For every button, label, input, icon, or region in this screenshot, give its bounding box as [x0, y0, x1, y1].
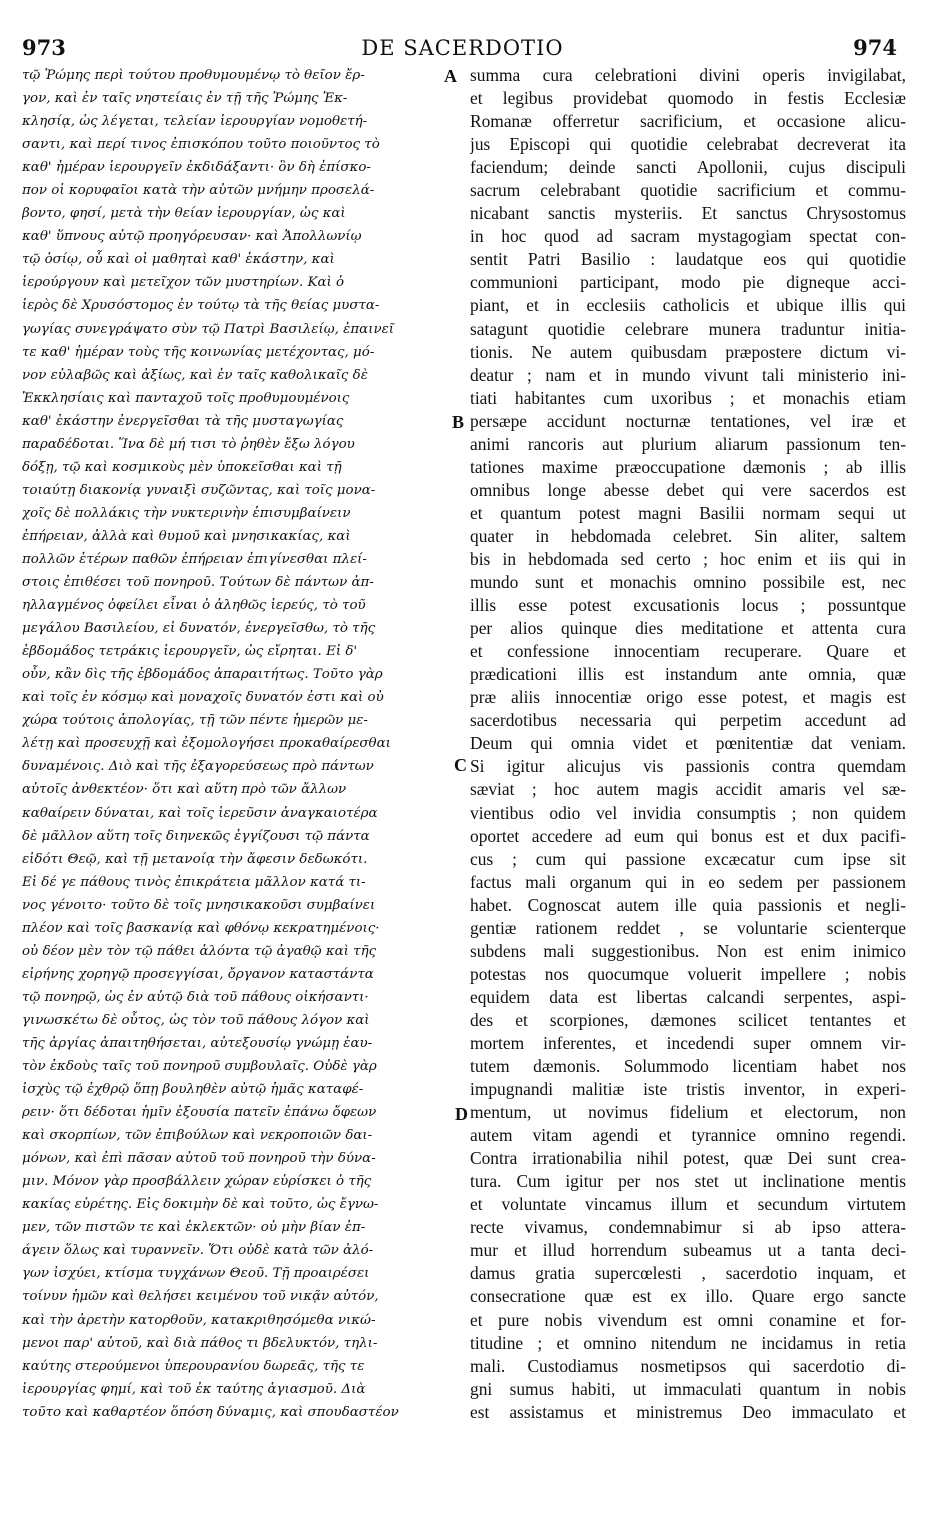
text-line: καὶ σκορπίων, τῶν ἐπιβούλων καὶ νεκροποιῶν δαι-: [22, 1128, 373, 1144]
text-line: et quantum potest magni Basilii normam sequi ut: [470, 502, 906, 523]
text-line: mortem inferentes, et incedendi super omnem vir-: [470, 1032, 906, 1053]
text-line: καθ' ὕπνους αὐτῷ προηγόρευσαν· καὶ Ἀπολλωνίῳ: [22, 229, 362, 245]
margin-marker-d: D: [455, 1104, 468, 1124]
text-line: τοίνυν ἡμῶν καὶ θελήσει κειμένου τοῦ νικᾷν αὐτόν,: [22, 1289, 379, 1305]
text-line: γινωσκέτω δὲ οὗτος, ὡς τὸν τοῦ πάθους λόγον καὶ: [22, 1012, 370, 1028]
text-line: factus mali organum qui in eo sedem per passionem: [470, 871, 906, 892]
text-line: ρειν· ὅτι δέδοται ἡμῖν ἐξουσία πατεῖν ἐπάνω ὄφεων: [22, 1105, 377, 1121]
text-line: satagunt quotidie celebrare munera traduntur initia-: [470, 318, 906, 339]
text-line: et legibus providebat quomodo in festis Ecclesiæ: [470, 88, 906, 109]
text-line: Contra irrationabilia nihil potest, quæ Dei sunt crea-: [470, 1148, 906, 1169]
text-line: νος γένοιτο· τοῦτο δὲ τοῖς μνησικακοῦσι συμβαίνει: [22, 897, 376, 913]
text-line: τοιαύτῃ διακονίᾳ γυναιξὶ συζῶντας, καὶ τοῖς μονα-: [22, 482, 376, 498]
text-line: bis in hebdomada sed certo ; hoc enim et iis qui in: [470, 548, 906, 569]
text-line: nicabant sanctis mysteriis. Et sanctus Chrysostomus: [470, 203, 906, 224]
text-line: ἐπήρειαν, ἀλλὰ καὶ θυμοῦ καὶ μνησικακίας, καὶ: [22, 528, 351, 544]
text-line: et pure nobis vivendum est omni conamine et for-: [470, 1309, 906, 1330]
margin-marker-c: C: [454, 755, 467, 775]
text-line: δυναμένοις. Διὸ καὶ τῆς ἐξαγορεύσεως πρὸ πάντων: [22, 759, 374, 775]
text-line: impugnandi malitiæ iste tristis inventor, in experi-: [470, 1079, 906, 1100]
text-line: οὖν, κἂν δὶς τῆς ἑβδομάδος ἀπαραιτήτως. Τοῦτο γὰρ: [22, 667, 383, 683]
text-line: damus gratia supercœlesti , sacerdotio inquam, et: [470, 1263, 906, 1284]
text-line: præ aliis innocentiæ origo esse potest, et magis est: [470, 687, 906, 708]
text-line: τε καθ' ἡμέραν τοὺς τῆς κοινωνίας μετέχοντας, μό-: [22, 344, 375, 360]
right-page-number: 974: [853, 35, 897, 60]
text-line: χώρα τούτοις ἀπολογίας, τῇ τῶν πέντε ἡμερῶν με-: [22, 713, 368, 729]
text-line: μενοι παρ' αὐτοῦ, καὶ διὰ πάθος τι βδελυκτόν, τηλι-: [22, 1335, 378, 1351]
text-line: mundo sunt et monachis omnino possibile est, nec: [470, 572, 906, 593]
text-line: sacerdotibus necessaria qui perpetim accedunt ad: [470, 710, 906, 731]
text-line: quater in hebdomada celebret. Sin aliter, saltem: [470, 525, 906, 546]
text-line: sentit Patri Basilio : laudatque eos qui quotidie: [470, 249, 906, 270]
text-line: εἰδότι Θεῷ, καὶ τῇ μετανοίᾳ τὴν ἄφεσιν δεδωκότι.: [22, 851, 368, 867]
text-line: tiati habitantes cum uxoribus ; et monachis etiam: [470, 387, 906, 408]
text-line: gentiæ rationem reddet , se voluntarie scienterque: [470, 917, 906, 938]
text-line: communioni participant, modo pie digneque acci-: [470, 272, 906, 293]
text-line: oportet accedere ad eum qui bonus est et dux pacifi-: [470, 825, 906, 846]
text-line: est assistamus et ministremus Deo immaculato et: [470, 1401, 906, 1422]
text-line: καὶ τοῖς ἐν κόσμῳ καὶ μοναχοῖς δυνατόν ἐστι καὶ οὐ: [22, 690, 384, 706]
text-line: habet. Cognoscat autem ille quia passionis et negli-: [470, 894, 906, 915]
text-line: καθαίρειν δύναται, καὶ τοῖς ἱερεῦσιν ἀναγκαιοτέρα: [22, 805, 378, 821]
text-line: εἰρήνης χορηγῷ προσεγγίσαι, ὄργανον καταστάντα: [22, 966, 374, 982]
text-line: μεν, τῶν πιστῶν τε καὶ ἐκλεκτῶν· οὐ μὴν βίαν ἐπ-: [22, 1220, 366, 1236]
text-line: καύτης στερούμενοι ὑπερουρανίου δωρεᾶς, τῆς τε: [22, 1358, 365, 1374]
text-line: ἱερούργουν καὶ μετεῖχον τῶν μυστηρίων. Καὶ ὁ: [22, 275, 345, 291]
text-line: subdens mali suggestionibus. Non est enim inimico: [470, 940, 906, 961]
text-line: vientibus odio vel invidia consumptis ; non quidem: [470, 802, 906, 823]
text-line: ἰσχὺς τῷ ἐχθρῷ ὅπῃ βουληθὲν αὐτῷ ἡμᾶς καταφέ-: [22, 1082, 364, 1098]
text-line: ἱερὸς δὲ Χρυσόστομος ἐν τούτῳ τὰ τῆς θείας μυστα-: [22, 298, 380, 314]
text-line: deatur ; nam et in mundo vivunt tali ministerio ini-: [470, 364, 906, 385]
text-line: persæpe accidunt nocturnæ tentationes, vel iræ et: [470, 410, 906, 431]
text-line: omnibus longe abesse debet qui vere sacerdos est: [470, 479, 906, 500]
left-page-number: 973: [22, 35, 66, 60]
text-line: tura. Cum igitur per nos stet ut inclinatione mentis: [470, 1171, 906, 1192]
running-title: DE SACERDOTIO: [361, 36, 564, 60]
text-line: potestas nos quocumque voluerit impellere ; nobis: [470, 963, 906, 984]
text-line: tionis. Ne autem quibusdam præpostere dictum vi-: [470, 341, 906, 362]
text-line: gni sumus habiti, ut immaculati quantum in nobis: [470, 1378, 906, 1399]
text-line: γων ἰσχύει, κτίσμα τυγχάνων Θεοῦ. Τῇ προαιρέσει: [22, 1266, 370, 1282]
text-line: sacrum celebrabant quotidie sacrificium et commu-: [470, 180, 906, 201]
text-line: tutem dæmonis. Solummodo licentiam habet nos: [470, 1056, 906, 1077]
text-line: στοις ἐπιθέσει τοῦ πονηροῦ. Τούτων δὲ πάντων ἀπ-: [22, 575, 374, 591]
text-line: tationes maxime præoccupatione dæmonis ; ab illis: [470, 456, 906, 477]
text-line: per alios quinque dies meditatione et attenta cura: [470, 618, 906, 639]
text-line: mur et illud horrendum subeamus ut a tanta deci-: [470, 1240, 906, 1261]
text-line: Si igitur alicujus vis passionis contra quemdam: [470, 756, 906, 777]
text-line: prædicationi illis est instandum ante omnia, quæ: [470, 664, 906, 685]
text-line: ἑβδομάδος τετράκις ἱερουργεῖν, ὡς εἴρηται. Εἰ δ': [22, 644, 358, 660]
text-line: σαντι, καὶ περί τινος ἐπισκόπου τοῦτο ποιοῦντος τὸ: [22, 137, 380, 153]
text-line: παραδέδοται. Ἵνα δὲ μή τισι τὸ ῥηθὲν ἔξω λόγου: [22, 436, 355, 452]
text-line: piant, et in ecclesiis catholicis et ubique illis qui: [470, 295, 906, 316]
text-line: Εἰ δέ γε πάθους τινὸς ἐπικράτεια μᾶλλον κατά τι-: [22, 874, 366, 890]
text-line: τοῦτο καὶ καθαρτέον ὅπόση δύναμις, καὶ σπουδαστέον: [22, 1404, 399, 1420]
text-line: γον, καὶ ἐν ταῖς νηστείαις ἐν τῇ τῆς Ῥώμης Ἐκ-: [22, 91, 348, 107]
text-line: jus Episcopi qui quotidie celebrabat decreverat ita: [470, 134, 906, 155]
text-line: τῷ πονηρῷ, ὡς ἐν αὐτῷ διὰ τοῦ πάθους οἰκήσαντι·: [22, 989, 369, 1005]
latin-text-column: [470, 64, 906, 1424]
text-line: λέτῃ καὶ προσευχῇ καὶ ἐξομολογήσει προκαθαίρεσθαι: [22, 736, 391, 752]
text-line: illis esse potest excusationis locus ; possuntque: [470, 595, 906, 616]
text-line: ἱερουργίας φημί, καὶ τοῦ ἐκ ταύτης ἁγιασμοῦ. Διὰ: [22, 1381, 366, 1397]
text-line: χοῖς δὲ πολλάκις τὴν νυκτερινὴν ἐπισυμβαίνειν: [22, 505, 351, 521]
text-line: sæviat ; hoc autem magis accidit amaris vel sæ-: [470, 779, 906, 800]
text-line: Romanæ offerretur sacrificium, et occasione alicu-: [470, 111, 906, 132]
margin-marker-b: B: [452, 412, 465, 432]
text-line: νον εὐλαβῶς καὶ ἀξίως, καὶ ἐν ταῖς καθολικαῖς δὲ: [22, 367, 368, 383]
text-line: equidem data est libertas calcandi serpentes, aspi-: [470, 986, 906, 1007]
text-line: καθ' ἑκάστην ἐνεργεῖσθαι τὰ τῆς μυσταγωγίας: [22, 413, 344, 429]
text-line: καὶ τὴν ἀρετὴν κατορθοῦν, κατακριθησόμεθα νικώ-: [22, 1312, 376, 1328]
text-line: et confessione innocentiam recuperare. Quare et: [470, 641, 906, 662]
text-line: πλέον καὶ τοῖς βασκανίᾳ καὶ φθόνῳ κεκρατημένοις·: [22, 920, 380, 936]
text-line: animi rancoris aut plurium aliarum passionum ten-: [470, 433, 906, 454]
text-line: βοντο, φησί, μετὰ τὴν θείαν ἱερουργίαν, ὡς καὶ: [22, 206, 346, 222]
text-line: πολλῶν ἑτέρων παθῶν ἐπήρειαν ἐπιγίνεσθαι πλεί-: [22, 551, 367, 567]
text-line: des et scorpiones, dæmones scilicet tentantes et: [470, 1009, 906, 1030]
text-line: καθ' ἡμέραν ἱερουργεῖν ἐκδιδάξαντι· ὃν δὴ ἐπίσκο-: [22, 160, 371, 176]
text-line: κακίας εὑρέτης. Εἰς δοκιμὴν δὲ καὶ τοῦτο, ὡς ἔγνω-: [22, 1197, 379, 1213]
text-line: πον οἱ κορυφαῖοι κατὰ τὴν αὐτῶν μνήμην προσελά-: [22, 183, 375, 199]
text-line: μόνων, καὶ ἐπὶ πᾶσαν αὐτοῦ τοῦ πονηροῦ τὴν δύνα-: [22, 1151, 376, 1167]
text-line: δόξῃ, τῷ καὶ κοσμικοὺς μὲν ὑποκεῖσθαι καὶ τῇ: [22, 459, 342, 475]
text-line: mali. Custodiamus nosmetipsos qui sacerdotio di-: [470, 1355, 906, 1376]
text-line: Deum qui omnia videt et pœnitentiæ dat veniam.: [470, 733, 906, 754]
text-line: summa cura celebrationi divini operis invigilabat,: [470, 65, 906, 85]
greek-text-column: [22, 64, 456, 1424]
text-line: Ἐκκλησίαις καὶ πανταχοῦ τοῖς προθυμουμένοις: [22, 390, 350, 406]
text-line: in hoc quod ad sacram mystagogiam spectat con-: [470, 226, 906, 247]
text-line: recte vivamus, condemnabimur si ab ipso attera-: [470, 1217, 906, 1238]
text-line: δὲ μᾶλλον αὕτη τοῖς διηνεκῶς ἐγγίζουσι τῷ πάντα: [22, 828, 370, 844]
text-line: τῷ ὁσίῳ, οὗ καὶ οἱ μαθηταὶ καθ' ἑκάστην, καὶ: [22, 252, 335, 268]
text-line: γωγίας συνεγράψατο σὺν τῷ Πατρὶ Βασιλείῳ, ἐπαινεῖ: [22, 321, 395, 337]
text-line: κλησίᾳ, ὡς λέγεται, τελείαν ἱερουργίαν νομοθετή-: [22, 114, 368, 130]
text-line: mentum, ut novimus fidelium et electorum, non: [470, 1102, 906, 1123]
text-line: ηλλαγμένος ὀφείλει εἶναι ὁ ἀληθῶς ἱερεύς, τὸ τοῦ: [22, 598, 366, 614]
text-line: autem vitam agendi et tyrannice omnino regendi.: [470, 1125, 906, 1146]
text-line: cus ; cum qui passione excæcatur cum ipse sit: [470, 848, 906, 869]
margin-marker-a: A: [444, 66, 457, 86]
text-line: οὐ δέον μὲν τὸν τῷ πάθει ἁλόντα τῷ ἀγαθῷ καὶ τῆς: [22, 943, 377, 959]
text-line: αὐτοῖς ἀνθεκτέον· ὅτι καὶ αὕτη πρὸ τῶν ἄλλων: [22, 782, 347, 798]
text-line: μιν. Μόνον γὰρ προσβάλλειν χώραν εὑρίσκει ὁ τῆς: [22, 1174, 372, 1190]
text-line: faciendum; deinde sancti Apollonii, cujus discipuli: [470, 157, 906, 178]
text-line: άγειν ὅλως καὶ τυραννεῖν. Ὅτι οὐδὲ κατὰ τῶν ἀλό-: [22, 1243, 374, 1259]
text-line: et voluntate vincamus illum et secundum virtutem: [470, 1194, 906, 1215]
text-line: τῷ Ῥώμης περὶ τούτου προθυμουμένῳ τὸ θεῖον ἔρ-: [22, 68, 365, 83]
text-line: τὸν ἐκδοὺς ταῖς τοῦ πονηροῦ συμβουλαῖς. Οὐδὲ γὰρ: [22, 1059, 377, 1075]
text-line: titudine ; et omnino nitendum ne incidamus in retia: [470, 1332, 906, 1353]
text-line: consecratione quæ est ex illo. Quare ergo sancte: [470, 1286, 906, 1307]
text-line: τῆς ἀργίας ἀπαιτηθήσεται, αὐτεξουσίῳ γνώμῃ ἑαυ-: [22, 1035, 373, 1051]
text-line: μεγάλου Βασιλείου, εἰ δυνατόν, ἐνεργεῖσθω, τὸ τῆς: [22, 621, 376, 637]
